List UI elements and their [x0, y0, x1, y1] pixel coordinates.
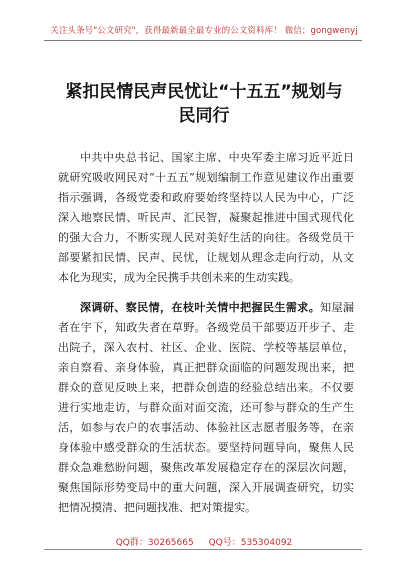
header-banner: 关注头条号"公文研究"，获得最新最全最专业的公文资料库！ 微信：gongwenyj — [50, 26, 358, 36]
header-divider — [44, 40, 362, 41]
document-title: 紧扣民情民声民忧让“十五五”规划与民同行 — [65, 82, 343, 126]
paragraph-2-lead: 深调研、察民情，在枝叶关情中把握民生需求。 — [80, 301, 321, 314]
paragraph-1: 中共中央总书记、国家主席、中央军委主席习近平近日就研究吸收网民对“十五五”规划编制工作意见建议作出重要指示强调，各级党委和政府要始终坚持以人民为中心，广泛深入地察民情、听民声、汇民智，凝聚起推进中国式现代化的强大合力，不断实现人民对美好生活的向往。各级党员干部要紧扣民情、民声、民忧，让规划从理念走向行动，从文本化为现实，成为全民携手共创未来的生动实践。 — [58, 151, 354, 284]
footer-qq-group: QQ群：30265665 — [115, 538, 194, 548]
footer-qq-number: QQ号：535304092 — [208, 538, 293, 548]
paragraph-2 — [58, 298, 354, 518]
paragraph-2-body: 知屋漏者在宇下，知政失者在草野。各级党员干部要迈开步子、走出院子，深入农村、社区、企业、医院、学校等基层单位，亲自察看、亲身体验，真正把群众面临的问题发现出来，把群众的意见反映上来，把群众创造的经验总结出来。不仅要进行实地走访，与群众面对面交流，还可参与群众的生产生活，如参与农户的农事活动、体验社区志愿者服务等，在亲身体验中感受群众的生活状态。要坚持问题导向，聚焦人民群众急难愁盼问题，聚焦改革发展稳定存在的深层次问题，聚焦国际形势变局中的重大问题，深入开展调查研究，切实把情况摸清、把问题找准、把对策提实。 — [58, 301, 355, 514]
footer-divider — [44, 549, 362, 550]
footer-contact — [0, 535, 408, 548]
